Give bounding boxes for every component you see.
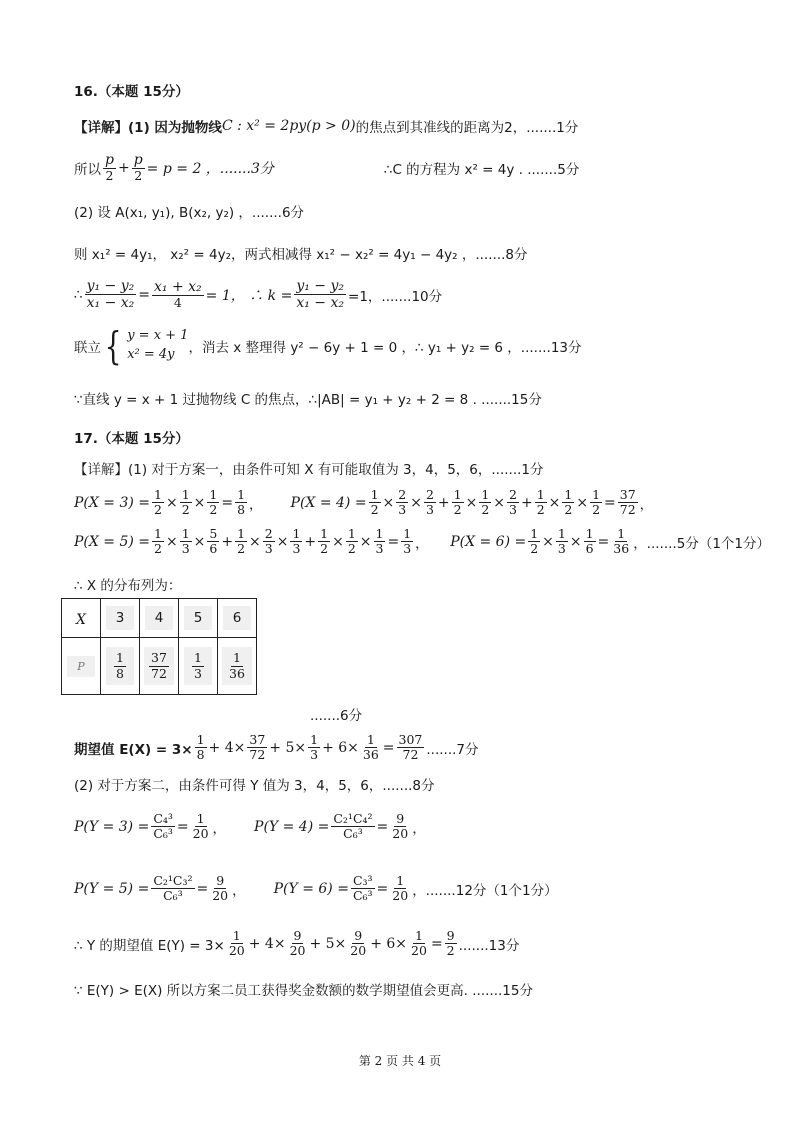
table-cell: 3 (101, 599, 140, 638)
q16-l2-text: 所以 (74, 161, 101, 178)
q16-line6: 联立 { y = x + 1 x² = 4y ，消去 x 整理得 y² − 6y + 1 = 0 ，∴ y₁ + y₂ = 6 ，.......13分 (74, 324, 582, 368)
table-cell: 6 (218, 599, 257, 638)
q16-l2-eq: = p = 2 ，.......3分 (146, 160, 274, 177)
q17-expectation-x: 期望值 E(X) = 3× $\frac{1}{8}$ + 4× $\frac{37}{72}$ + 5× $\frac{1}{3}$ + 6× $\frac{1}{36}$ = $\frac{307}{72}$ .......7分 (74, 732, 479, 763)
q17-conclusion (74, 979, 770, 999)
fraction: $\frac{p}{2}$ (133, 152, 143, 184)
q16-l7-text: ∵直线 y = x + 1 过抛物线 C 的焦点，∴|AB| = y₁ + y₂ + 2 = 8 . .......15分 (74, 392, 542, 408)
page-number: 第 2 页 共 4 页 (358, 1054, 442, 1068)
fraction: $\frac{\text{x₁ + x₂}}{4}$ (154, 278, 202, 310)
q17-heading (74, 427, 770, 447)
q16-heading-text: 16.（本题 15分） (74, 84, 189, 100)
q16-l3-text: (2) 设 A(x₁, y₁), B(x₂, y₂) ，.......6分 (74, 205, 305, 221)
table-row (62, 599, 257, 638)
q16-l6-text: ，消去 x 整理得 y² − 6y + 1 = 0 ，∴ y₁ + y₂ = 6 ，.......13分 (188, 340, 582, 356)
fraction: $\frac{\text{y₁ − y₂}}{\text{x₁ − x₂}}$ (296, 278, 345, 312)
q17-p-line-a: P(X = 3) = $\frac{1}{2}$ × $\frac{1}{2}$ × $\frac{1}{2}$ = $\frac{1}{8}$ ， P(X = 4) = $\frac{1}{2}$ × $\frac{2}{3}$ × $\frac{2}{3}$ + $\frac{1}{2}$ × $\frac{1}{2}$ × $\frac{2}{3}$ + $\frac{1}{2}$ × $\frac{1}{2}$ × $\frac{1}{2}$ = $\frac{37}{72}$ ， (74, 487, 654, 518)
table-cell: 4 (140, 599, 179, 638)
q17-py-line-a: P(Y = 3) = $\frac{\text{C₄³}}{\text{C₆³}}$ = $\frac{1}{20}$ ， P(Y = 4) = $\frac{\text{C₂¹C₄²}}{\text{C₆³}}$ = $\frac{9}{20}$ ， (74, 811, 426, 842)
q16-l2-result: ∴C 的方程为 x² = 4y . .......5分 (383, 161, 580, 178)
q17-after-table (310, 704, 770, 724)
q16-l4-text: 则 x₁² = 4y₁， x₂² = 4y₂，两式相减得 x₁² − x₂² = 4y₁ − 4y₂ ，.......8分 (74, 247, 528, 263)
dist-title-text: ∴ X 的分布列为： (74, 578, 182, 594)
q16-line7 (74, 388, 770, 408)
q16-line3 (74, 201, 770, 221)
q17-line2 (74, 774, 770, 794)
table-cell: $\frac{1}{3}$ (179, 638, 218, 695)
q16-line5: ∴ $\frac{\text{y₁ − y₂}}{\text{x₁ − x₂}}$ = $\frac{\text{x₁ + x₂}}{4}$ = 1， ∴ k = $\frac{\text{y₁ − y₂}}{\text{x₁ − x₂}}$ =1，.......10分 (74, 278, 443, 312)
q16-l1-math: C : x² = 2py(p > 0) (221, 118, 356, 134)
q16-line1 (74, 116, 770, 136)
page-footer (0, 1052, 800, 1069)
table-cell: P (62, 638, 101, 695)
table-cell: 5 (179, 599, 218, 638)
q17-dist-title (74, 574, 770, 594)
q17-expectation-y: ∴ Y 的期望值 E(Y) = 3× $\frac{1}{20}$ + 4× $\frac{9}{20}$ + 5× $\frac{9}{20}$ + 6× $\frac{1}{20}$ = $\frac{9}{2}$ .......13分 (74, 928, 520, 959)
table-cell: $\frac{1}{36}$ (218, 638, 257, 695)
q17-heading-text: 17.（本题 15分） (74, 431, 189, 447)
table-row (62, 638, 257, 695)
q17-line1 (74, 458, 770, 478)
q16-l5-k: = 1， ∴ k = (205, 287, 293, 304)
equation-system: { y = x + 1 x² = 4y (104, 324, 189, 368)
table-cell: $\frac{1}{8}$ (101, 638, 140, 695)
q17-p-line-b: P(X = 5) = $\frac{1}{2}$ × $\frac{1}{3}$ × $\frac{5}{6}$ + $\frac{1}{2}$ × $\frac{2}{3}$ × $\frac{1}{3}$ + $\frac{1}{2}$ × $\frac{1}{2}$ × $\frac{1}{3}$ = $\frac{1}{3}$ ， P(X = 6) = $\frac{1}{2}$ × $\frac{1}{3}$ × $\frac{1}{6}$ = $\frac{1}{36}$ ，.......5分（1个1分） (74, 526, 770, 557)
q16-line2: 所以 $\frac{p}{2}$ + $\frac{p}{2}$ = p = 2 ，.......3分 ∴C 的方程为 x² = 4y . .......5分 (74, 152, 580, 184)
fraction: $\frac{\text{y₁ − y₂}}{\text{x₁ − x₂}}$ (86, 278, 135, 312)
distribution-table (61, 598, 257, 695)
fraction: $\frac{p}{2}$ (105, 152, 114, 184)
q17-l2-text: (2) 对于方案二，由条件可得 Y 值为 3，4，5，6，.......8分 (74, 778, 435, 794)
q17-l1-text: 【详解】(1) 对于方案一，由条件可知 X 有可能取值为 3，4，5，6，.......1分 (74, 462, 544, 478)
q16-l5-score: =1，.......10分 (348, 288, 443, 305)
q16-line4 (74, 243, 770, 263)
after-table-score: .......6分 (310, 708, 363, 724)
table-cell: $\frac{37}{72}$ (140, 638, 179, 695)
table-cell: X (62, 599, 101, 638)
q16-l1-text: 【详解】(1) 因为抛物线 (74, 120, 222, 136)
q16-l1-score: 的焦点到其准线的距离为2，.......1分 (355, 120, 579, 136)
q17-py-line-b: P(Y = 5) = $\frac{\text{C₂¹C₃²}}{\text{C₆³}}$ = $\frac{9}{20}$ ， P(Y = 6) = $\frac{\text{C₃³}}{\text{C₆³}}$ = $\frac{1}{20}$ ，.......12分（1个1分） (74, 873, 558, 904)
q16-heading (74, 80, 770, 100)
conclusion-text: ∵ E(Y) > E(X) 所以方案二员工获得奖金数额的数学期望值会更高. .......15分 (74, 983, 533, 999)
